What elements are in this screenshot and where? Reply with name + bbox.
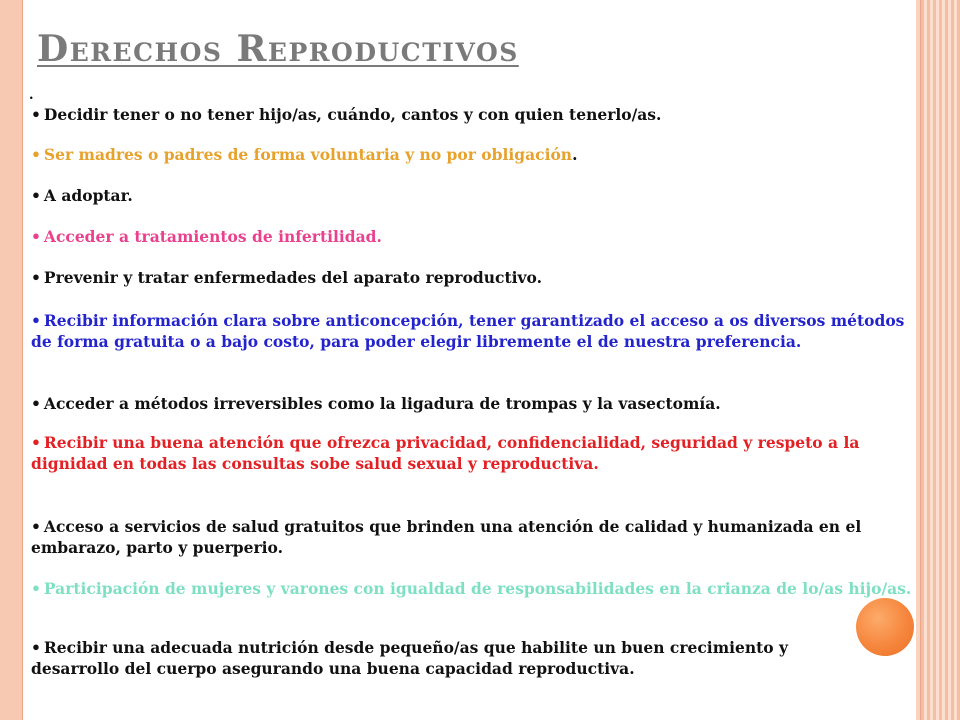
list-item bbox=[31, 393, 916, 415]
list-item bbox=[31, 432, 916, 474]
decorative-orange-circle bbox=[856, 598, 914, 656]
list-item-text: Acceder a tratamientos de infertilidad. bbox=[43, 227, 382, 246]
list-item-text: Ser madres o padres de forma voluntaria y no por obligación bbox=[43, 145, 573, 164]
slide-frame-right bbox=[920, 0, 960, 720]
list-item bbox=[31, 637, 851, 679]
list-item bbox=[31, 267, 916, 289]
bullet: • bbox=[31, 579, 41, 598]
list-item-text: Prevenir y tratar enfermedades del aparato reproductivo. bbox=[43, 268, 542, 287]
list-item bbox=[31, 104, 916, 126]
bullet: • bbox=[31, 186, 41, 205]
list-item-text: Participación de mujeres y varones con igualdad de responsabilidades en la crianza de lo/as hijo/as. bbox=[43, 579, 912, 598]
bullet: • bbox=[31, 311, 41, 330]
list-item bbox=[31, 578, 916, 599]
bullet: • bbox=[31, 638, 41, 657]
bullet: • bbox=[31, 517, 41, 536]
bullet: • bbox=[31, 268, 41, 287]
list-item bbox=[31, 516, 916, 558]
list-item-text: A adoptar. bbox=[43, 186, 133, 205]
slide-frame-left bbox=[0, 0, 23, 720]
lead-mark: . bbox=[29, 88, 34, 103]
list-item-text: Recibir información clara sobre anticoncepción, tener garantizado el acceso a os diversos métodos de forma gratuita o a bajo costo, para poder elegir libremente el de nuestra preferencia. bbox=[31, 311, 905, 351]
list-item bbox=[31, 226, 916, 248]
slide-title: Derechos Reproductivos bbox=[37, 28, 519, 70]
bullet: • bbox=[31, 227, 41, 246]
bullet: • bbox=[31, 433, 41, 452]
list-item-text: Decidir tener o no tener hijo/as, cuándo, cantos y con quien tenerlo/as. bbox=[43, 105, 662, 124]
list-item bbox=[31, 144, 916, 166]
bullet: • bbox=[31, 105, 41, 124]
list-item bbox=[31, 185, 916, 207]
bullet: • bbox=[31, 145, 41, 164]
list-item-text: Acceder a métodos irreversibles como la ligadura de trompas y la vasectomía. bbox=[43, 394, 721, 413]
list-item-text: Acceso a servicios de salud gratuitos que brinden una atención de calidad y humanizada en el embarazo, parto y puerperio. bbox=[31, 517, 862, 557]
list-item-text: Recibir una buena atención que ofrezca privacidad, confidencialidad, seguridad y respeto a la dignidad en todas las consultas sobe salud sexual y reproductiva. bbox=[31, 433, 860, 473]
list-item-text: Recibir una adecuada nutrición desde pequeño/as que habilite un buen crecimiento y desarrollo del cuerpo asegurando una buena capacidad reproductiva. bbox=[31, 638, 789, 678]
list-item-suffix: . bbox=[572, 145, 578, 164]
bullet: • bbox=[31, 394, 41, 413]
list-item bbox=[31, 310, 916, 352]
